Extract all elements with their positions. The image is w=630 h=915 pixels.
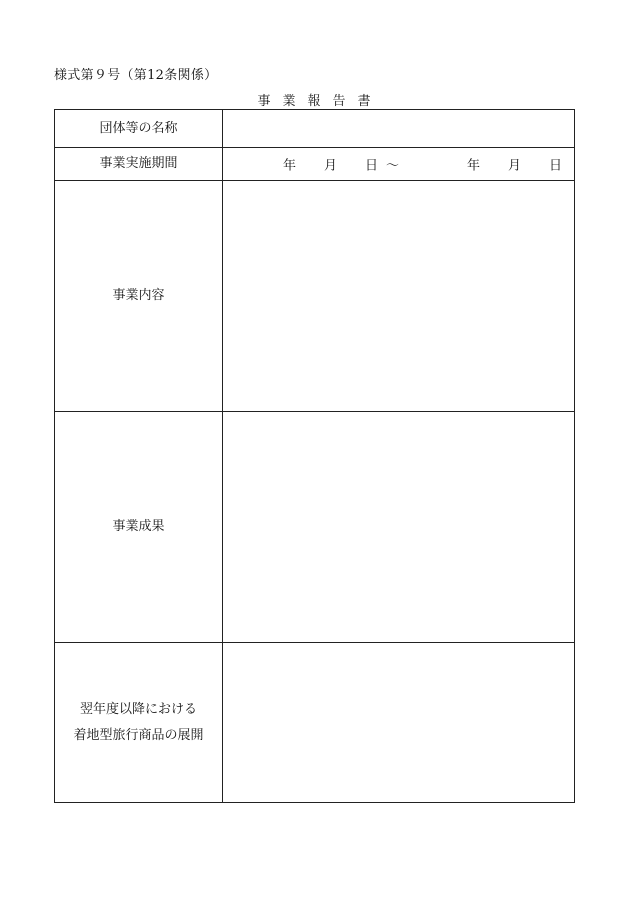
future-development-label-line-1: 翌年度以降における [79, 701, 197, 717]
table-row-results [55, 412, 575, 643]
table-row-organization-name [55, 110, 575, 148]
period-separator: ～ [386, 158, 400, 174]
start-day-unit: 日 [365, 158, 379, 174]
future-development-label-line-2: 着地型旅行商品の展開 [73, 727, 204, 743]
end-day-unit: 日 [549, 158, 563, 174]
end-year-unit: 年 [467, 158, 481, 174]
end-month-unit: 月 [508, 158, 522, 174]
results-field[interactable] [223, 412, 575, 643]
content-label: 事業内容 [55, 181, 223, 412]
start-month-unit: 月 [324, 158, 338, 174]
future-development-label [55, 643, 223, 803]
form-number: 様式第９号（第12条関係） [54, 68, 218, 83]
table-row-future-development [55, 643, 575, 803]
table-row-content [55, 181, 575, 412]
table-row-period [55, 148, 575, 181]
start-year-unit: 年 [283, 158, 297, 174]
content-field[interactable] [223, 181, 575, 412]
organization-name-field[interactable] [223, 110, 575, 148]
future-development-field[interactable] [223, 643, 575, 803]
report-table [54, 109, 575, 803]
document-title: 事業報告書 [257, 94, 383, 109]
results-label: 事業成果 [55, 412, 223, 643]
period-field[interactable] [223, 148, 575, 181]
organization-name-label: 団体等の名称 [55, 110, 223, 148]
period-label: 事業実施期間 [55, 148, 223, 181]
